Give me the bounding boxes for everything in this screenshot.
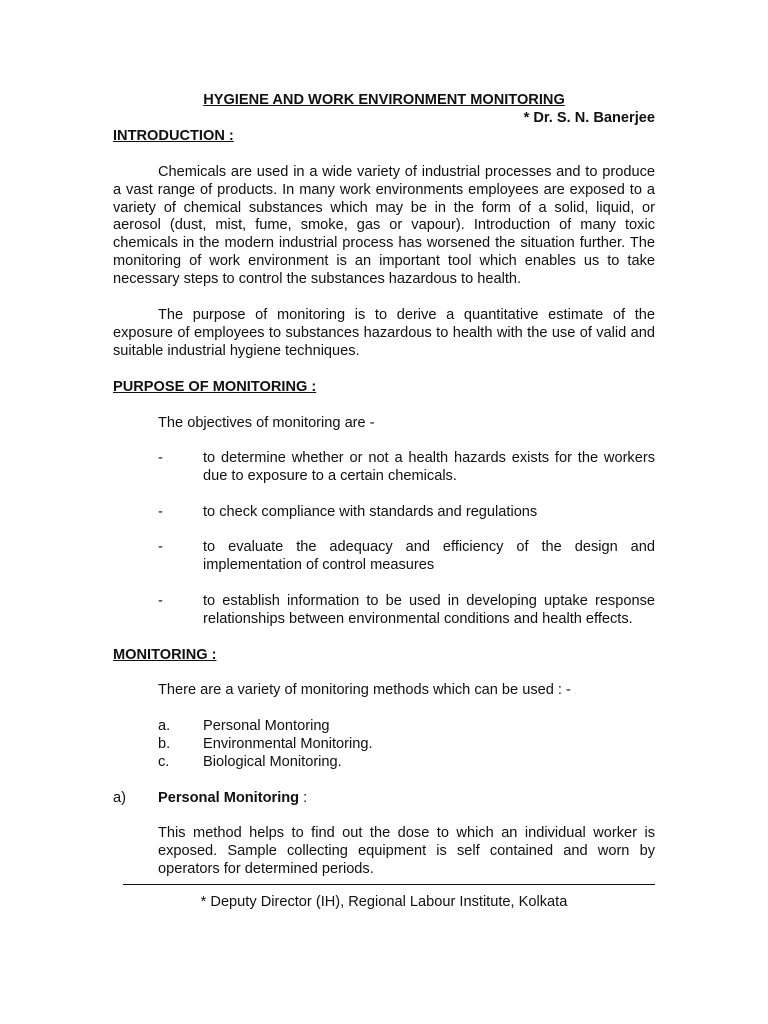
method-item: Personal Montoring	[203, 718, 330, 734]
footnote-divider	[123, 884, 655, 885]
monitoring-heading: MONITORING :	[113, 647, 217, 663]
personal-monitoring-title: Personal Monitoring	[158, 790, 300, 806]
author-line: * Dr. S. N. Banerjee	[523, 110, 655, 126]
objective-item: to check compliance with standards and regulations	[203, 504, 538, 520]
introduction-heading: INTRODUCTION :	[113, 128, 234, 144]
objective-item: to evaluate the adequacy and efficiency of the design and implementation of control measures	[203, 539, 655, 573]
bullet-dash: -	[158, 504, 163, 520]
monitoring-intro: There are a variety of monitoring methods which can be used : -	[158, 682, 571, 698]
method-label: a.	[158, 718, 171, 734]
objective-item: to establish information to be used in developing uptake response relationships between environmental conditions and health effects.	[203, 593, 655, 627]
personal-monitoring-colon: :	[299, 790, 308, 806]
personal-monitoring-heading	[158, 790, 307, 808]
method-label: b.	[158, 736, 171, 752]
method-item: Biological Monitoring.	[203, 754, 342, 770]
bullet-dash: -	[158, 593, 163, 609]
footnote: * Deputy Director (IH), Regional Labour Institute, Kolkata	[200, 894, 568, 910]
bullet-dash: -	[158, 539, 163, 555]
section-label: a)	[113, 790, 126, 806]
method-label: c.	[158, 754, 170, 770]
method-item: Environmental Monitoring.	[203, 736, 373, 752]
objective-item: to determine whether or not a health hazards exists for the workers due to exposure to a certain chemicals.	[203, 450, 655, 484]
introduction-paragraph-2: The purpose of monitoring is to derive a quantitative estimate of the exposure of employees to substances hazardous to health with the use of valid and suitable industrial hygiene techniques.	[113, 307, 655, 359]
introduction-paragraph-1: Chemicals are used in a wide variety of industrial processes and to produce a vast range of products. In many work environments employees are exposed to a variety of chemical substances which may be in the form of a solid, liquid, or aerosol (dust, mist, fume, smoke, gas or vapour). Introduction of many toxic chemicals in the modern industrial process has worsened the situation further. The monitoring of work environment is an important tool which enables us to take necessary steps to control the substances hazardous to health.	[113, 164, 655, 287]
purpose-heading: PURPOSE OF MONITORING :	[113, 379, 317, 395]
bullet-dash: -	[158, 450, 163, 466]
page-title: HYGIENE AND WORK ENVIRONMENT MONITORING	[203, 92, 565, 108]
purpose-intro: The objectives of monitoring are -	[158, 415, 375, 431]
personal-monitoring-paragraph: This method helps to find out the dose to which an individual worker is exposed. Sample collecting equipment is self contained and worn by operators for determined periods.	[158, 825, 655, 877]
